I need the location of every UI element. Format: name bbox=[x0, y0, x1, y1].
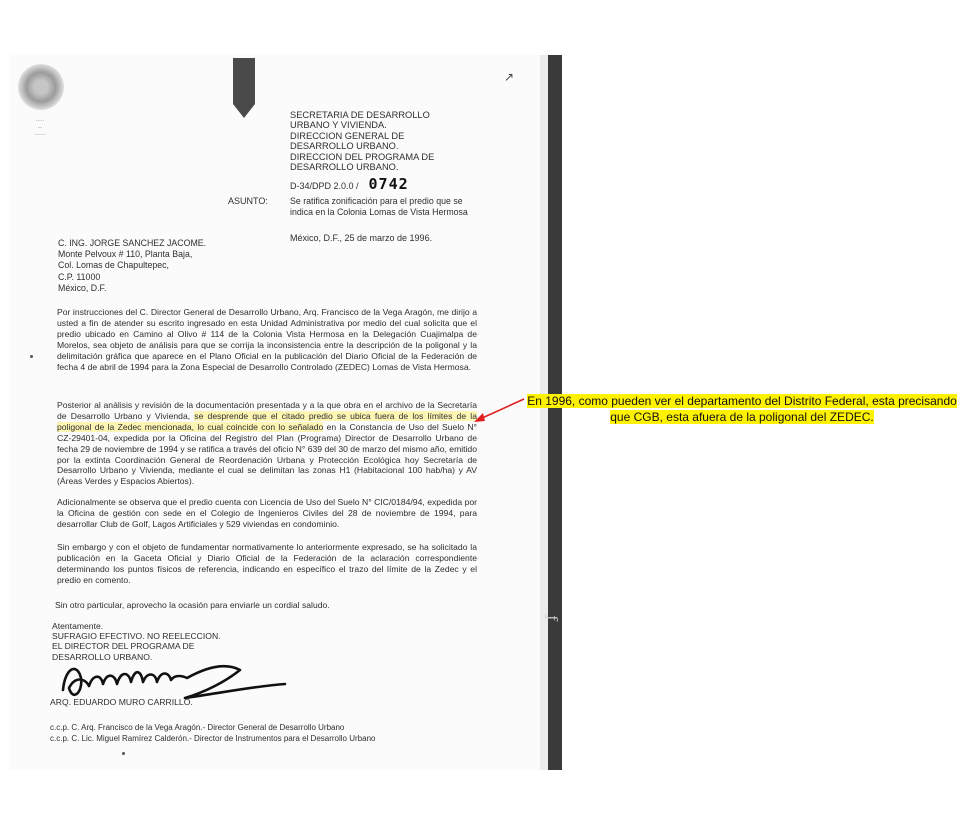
corner-tick-mark: ↗ bbox=[504, 70, 515, 84]
addressee-line: México, D.F. bbox=[58, 282, 107, 293]
annotation-arrow-icon bbox=[470, 393, 526, 425]
callout-text: En 1996, como pueden ver el departamento del Distrito Federal, esta precisando que CGB, esta afuera de la poligonal del ZEDEC. bbox=[527, 394, 957, 424]
letter-date: México, D.F., 25 de marzo de 1996. bbox=[290, 233, 433, 243]
body-paragraph-3: Adicionalmente se observa que el predio cuenta con Licencia de Uso del Suelo N° CIC/0184/94, expedida por la Oficina de gestión con sede en el Colegio de Ingenieros Civiles del 28 de noviembre de 1994, para desarrollar Club de Golf, Lagos Artificiales y 529 viviendas en condominio. bbox=[57, 497, 477, 529]
government-seal-icon bbox=[18, 64, 64, 110]
ministry-line: DESARROLLO URBANO. bbox=[290, 141, 399, 152]
body-paragraph-4: Sin embargo y con el objeto de fundamentar normativamente lo anteriormente expresado, se ha solicitado la publicación en la Gaceta Oficial y Diario Oficial de la Federación de la aclaración correspondiente determinando los puntos físicos de referencia, indicando en específico el trazo del límite de la Zedec y el predio en comento. bbox=[57, 542, 477, 585]
signature-line: Atentamente. bbox=[52, 621, 104, 631]
oficio-number: 0742 bbox=[368, 175, 409, 193]
annotation-callout bbox=[520, 393, 964, 425]
signer-name: ARQ. EDUARDO MURO CARRILLO. bbox=[50, 697, 193, 707]
ministry-header bbox=[290, 110, 434, 172]
body-paragraph-1: Por instrucciones del C. Director General de Desarrollo Urbano, Arq. Francisco de la Vega Aragón, me dirijo a usted a fin de atender su escrito ingresado en esta Unidad Administrativa por medio del cual solicita que el predio ubicado en Camino al Olivo # 114 de la Colonia Vista Hermosa en la Delegación Cuajimalpa de Morelos, sea objeto de análisis para que se corrija la inconsistencia entre la descripción de la poligonal y la delimitación gráfica que aparece en el Plano Oficial en la publicación del Diario Oficial de la Federación de fecha 4 de abril de 1994 para la Zona Especial de Desarrollo Controlado (ZEDEC) Lomas de Vista Hermosa. bbox=[57, 307, 477, 372]
asunto-label: ASUNTO: bbox=[228, 196, 268, 206]
addressee-block bbox=[58, 238, 206, 294]
signature-line: EL DIRECTOR DEL PROGRAMA DE bbox=[52, 641, 195, 652]
paragraph-text: en la Constancia de Uso del Suelo N° CZ-29401-04, expedida por la Oficina del Registro del Plan (Programa) Director de Desarrollo Urbano de fecha 29 de noviembre de 1994 y se ratifica a través del oficio N° 639 del 30 de marzo del mismo año, emitido por la extinta Coordinación General de Reordenación Urbana y Protección Ecológica hoy Secretaría de Desarrollo Urbano y Vivienda, mediante el cual se delimitan las zonas H1 (Habitacional 100 hab/ha) y AV (Áreas Verdes y Espacios Abiertos). bbox=[57, 421, 477, 487]
asunto-text: Se ratifica zonificación para el predio que se indica en la Colonia Lomas de Vista Hermosa bbox=[290, 196, 468, 217]
ministry-line: SECRETARIA DE DESARROLLO bbox=[290, 110, 430, 120]
addressee-line: Monte Pelvoux # 110, Planta Baja, bbox=[58, 249, 193, 260]
ministry-line: URBANO Y VIVIENDA. bbox=[290, 120, 387, 131]
signature-line: SUFRAGIO EFECTIVO. NO REELECCION. bbox=[52, 631, 221, 642]
seal-caption: ····· ··· ······· bbox=[34, 118, 46, 138]
signature-line: DESARROLLO URBANO. bbox=[52, 651, 153, 662]
body-paragraph-2 bbox=[57, 400, 477, 487]
paragraph-text: Posterior al análisis y revisión de la documentación presentada y a la que obra en el archivo de la Secretaría de Desarrollo Urbano y Vivienda, bbox=[57, 400, 477, 421]
highlighted-passage: se desprende que el citado predio se ubica fuera de los límites de la poligonal de la Zedec mencionada, lo cual coincide con lo señalado bbox=[57, 410, 477, 432]
addressee-line: C. ING. JORGE SANCHEZ JACOME. bbox=[58, 238, 207, 248]
addressee-line: Col. Lomas de Chapultepec, bbox=[58, 260, 170, 271]
ccp-line: c.c.p. C. Lic. Miguel Ramírez Calderón.- Director de Instrumentos para el Desarrollo Urbano bbox=[50, 734, 376, 743]
ministry-line: DIRECCION GENERAL DE bbox=[290, 130, 405, 141]
closing-line: Sin otro particular, aprovecho la ocasión para enviarle un cordial saludo. bbox=[55, 600, 330, 610]
ccp-block bbox=[50, 722, 375, 744]
oficio-reference bbox=[290, 175, 409, 193]
chevron-down-icon bbox=[230, 58, 258, 120]
scan-speck bbox=[30, 355, 33, 358]
ministry-line: DESARROLLO URBANO. bbox=[290, 162, 399, 173]
oficio-prefix: D-34/DPD 2.0.0 / bbox=[290, 181, 359, 191]
addressee-line: C.P. 11000 bbox=[58, 271, 101, 282]
scan-speck bbox=[122, 752, 125, 755]
margin-handwriting-mark: ƒ bbox=[543, 615, 560, 621]
ccp-line: c.c.p. C. Arq. Francisco de la Vega Aragón.- Director General de Desarrollo Urbano bbox=[50, 723, 345, 732]
ministry-line: DIRECCION DEL PROGRAMA DE bbox=[290, 151, 435, 162]
